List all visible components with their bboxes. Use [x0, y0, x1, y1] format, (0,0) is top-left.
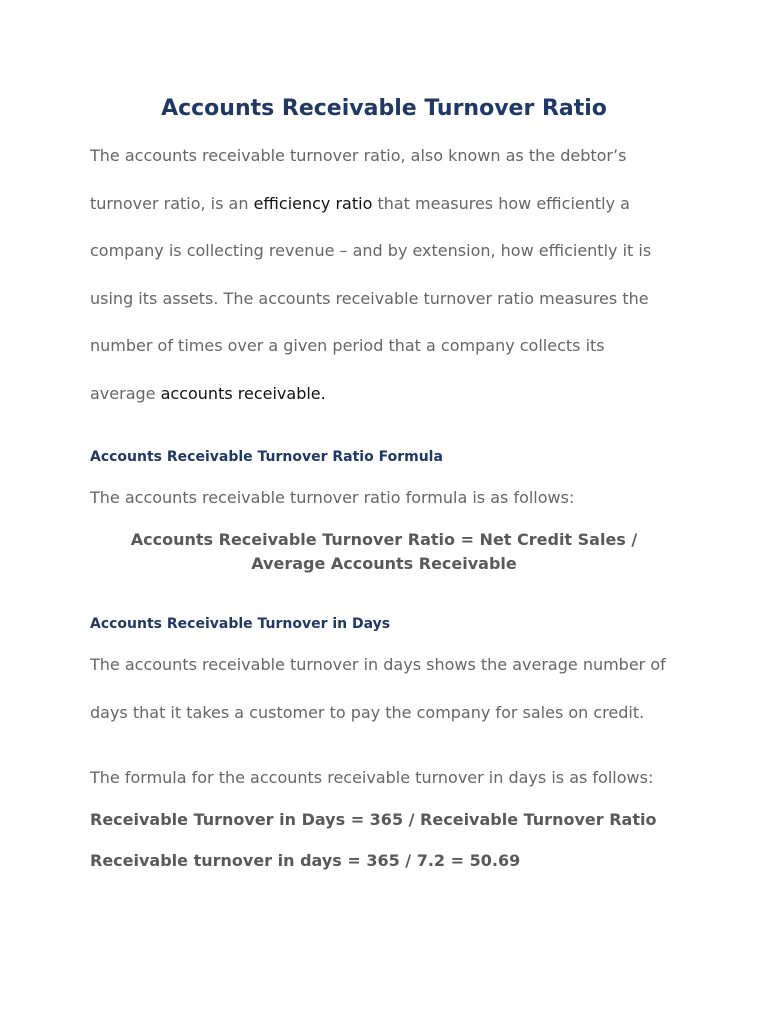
days-example-calculation: Receivable turnover in days = 365 / 7.2 = 50.69: [90, 851, 521, 870]
formula-section-heading: Accounts Receivable Turnover Ratio Formula: [90, 449, 443, 465]
days-description: The accounts receivable turnover in days shows the average number of days that it takes a customer to pay the company for sales on credit.: [90, 655, 666, 722]
days-formula: Receivable Turnover in Days = 365 / Receivable Turnover Ratio: [90, 810, 657, 829]
days-formula-intro: The formula for the accounts receivable turnover in days is as follows:: [90, 768, 654, 787]
accounts-receivable-link[interactable]: accounts receivable.: [160, 383, 326, 403]
days-section-heading: Accounts Receivable Turnover in Days: [90, 616, 391, 632]
efficiency-ratio-link[interactable]: efficiency ratio: [253, 193, 373, 213]
turnover-ratio-formula: Accounts Receivable Turnover Ratio = Net Credit Sales / Average Accounts Receivable: [130, 530, 638, 573]
intro-text-1: The accounts receivable turnover ratio, also known as the debtor’s turnover ratio, is an: [90, 146, 627, 213]
intro-text-2: that measures how efficiently a company is collecting revenue – and by extension, how efficiently it is using its assets. The accounts receivable turnover ratio measures the number of times over a given period that a company collects its average: [90, 193, 652, 403]
page-title: Accounts Receivable Turnover Ratio: [161, 96, 607, 121]
intro-paragraph: [90, 132, 670, 418]
formula-intro-text: The accounts receivable turnover ratio formula is as follows:: [90, 488, 575, 507]
